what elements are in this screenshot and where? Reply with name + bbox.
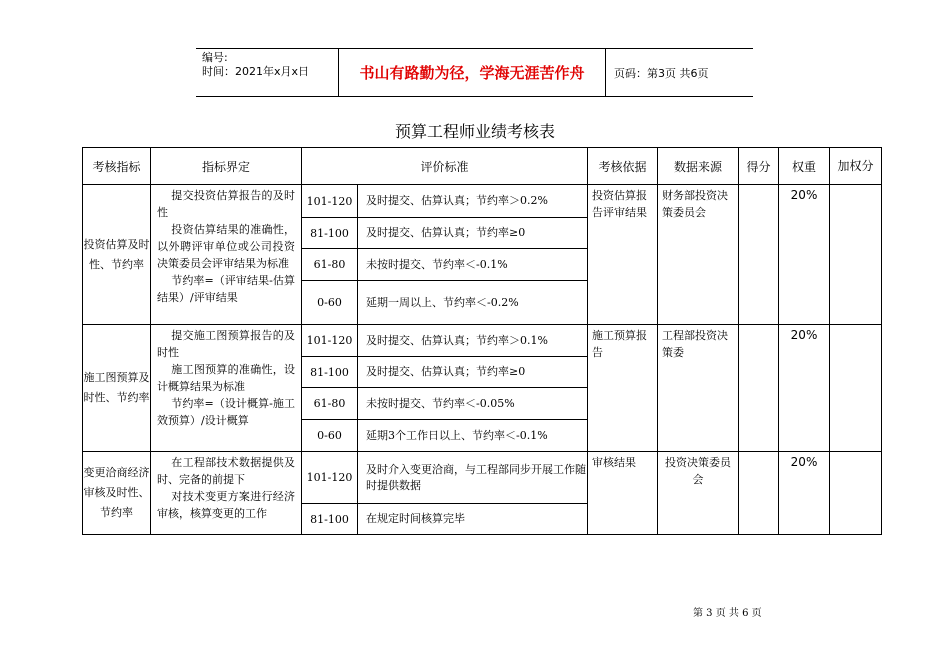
table-row <box>83 185 882 218</box>
definition-cell <box>151 325 302 452</box>
weight-cell: 20% <box>779 185 830 325</box>
indicator-cell: 施工图预算及时性、节约率 <box>83 325 151 452</box>
indicator-cell: 投资估算及时性、节约率 <box>83 185 151 325</box>
score-range: 101-120 <box>302 452 358 504</box>
score-range: 61-80 <box>302 388 358 420</box>
weighted-cell <box>830 185 882 325</box>
score-range: 81-100 <box>302 218 358 249</box>
motto: 书山有路勤为径，学海无涯苦作舟 <box>339 49 606 96</box>
weighted-cell <box>830 325 882 452</box>
basis-cell: 施工预算报告 <box>588 325 658 452</box>
score-range: 101-120 <box>302 325 358 357</box>
standard-text: 及时介入变更洽商，与工程部同步开展工作随时提供数据 <box>358 452 588 504</box>
definition-line: 投资估算结果的准确性，以外聘评审单位或公司投资决策委员会评审结果为标准 <box>157 223 295 270</box>
definition-line: 对技术变更方案进行经济审核，核算变更的工作 <box>157 490 295 520</box>
evaluation-table <box>82 147 882 535</box>
score-range: 0-60 <box>302 281 358 325</box>
standard-text: 及时提交、估算认真；节约率＞0.2% <box>358 185 588 218</box>
definition-line: 提交施工图预算报告的及时性 <box>157 329 295 359</box>
col-basis: 考核依据 <box>588 148 658 185</box>
col-source: 数据来源 <box>658 148 739 185</box>
score-cell <box>739 325 779 452</box>
definition-line: 提交投资估算报告的及时性 <box>157 189 295 219</box>
page-footer: 第 3 页 共 6 页 <box>693 608 762 619</box>
definition-line: 在工程部技术数据提供及时、完备的前提下 <box>157 456 295 486</box>
score-cell <box>739 452 779 535</box>
source-cell: 财务部投资决策委员会 <box>658 185 739 325</box>
source-cell: 工程部投资决策委 <box>658 325 739 452</box>
definition-line: 节约率=（评审结果-估算结果）/评审结果 <box>157 274 295 304</box>
basis-cell: 投资估算报告评审结果 <box>588 185 658 325</box>
indicator-cell: 变更洽商经济审核及时性、节约率 <box>83 452 151 535</box>
standard-text: 延期一周以上、节约率＜-0.2% <box>358 281 588 325</box>
score-range: 101-120 <box>302 185 358 218</box>
col-definition: 指标界定 <box>151 148 302 185</box>
definition-cell <box>151 185 302 325</box>
page-code: 页码：第3页 共6页 <box>614 66 709 80</box>
definition-cell <box>151 452 302 535</box>
col-score: 得分 <box>739 148 779 185</box>
col-weight: 权重 <box>779 148 830 185</box>
standard-text: 未按时提交、节约率＜-0.1% <box>358 249 588 281</box>
weight-cell: 20% <box>779 452 830 535</box>
standard-text: 延期3个工作日以上、节约率＜-0.1% <box>358 420 588 452</box>
standard-text: 及时提交、估算认真；节约率＞0.1% <box>358 325 588 357</box>
col-indicator: 考核指标 <box>83 148 151 185</box>
score-range: 81-100 <box>302 357 358 388</box>
score-range: 61-80 <box>302 249 358 281</box>
page-header <box>196 48 753 97</box>
score-range: 0-60 <box>302 420 358 452</box>
standard-text: 未按时提交、节约率＜-0.05% <box>358 388 588 420</box>
table-row <box>83 452 882 504</box>
table-row <box>83 325 882 357</box>
definition-line: 节约率=（设计概算-施工效预算）/设计概算 <box>157 397 295 427</box>
standard-text: 及时提交、估算认真；节约率≥0 <box>358 218 588 249</box>
weight-cell: 20% <box>779 325 830 452</box>
weighted-cell <box>830 452 882 535</box>
definition-line: 施工图预算的准确性，设计概算结果为标准 <box>157 363 295 393</box>
standard-text: 及时提交、估算认真；节约率≥0 <box>358 357 588 388</box>
time-label: 时间：2021年x月x日 <box>202 65 310 78</box>
document-title: 预算工程师业绩考核表 <box>394 122 555 141</box>
source-cell: 投资决策委员会 <box>658 452 739 535</box>
header-meta <box>196 49 339 96</box>
col-weighted: 加权分 <box>830 148 882 185</box>
score-cell <box>739 185 779 325</box>
score-range: 81-100 <box>302 504 358 535</box>
table-header-row <box>83 148 882 185</box>
standard-text: 在规定时间核算完毕 <box>358 504 588 535</box>
col-standard: 评价标准 <box>302 148 588 185</box>
basis-cell: 审核结果 <box>588 452 658 535</box>
number-label: 编号: <box>202 51 228 64</box>
